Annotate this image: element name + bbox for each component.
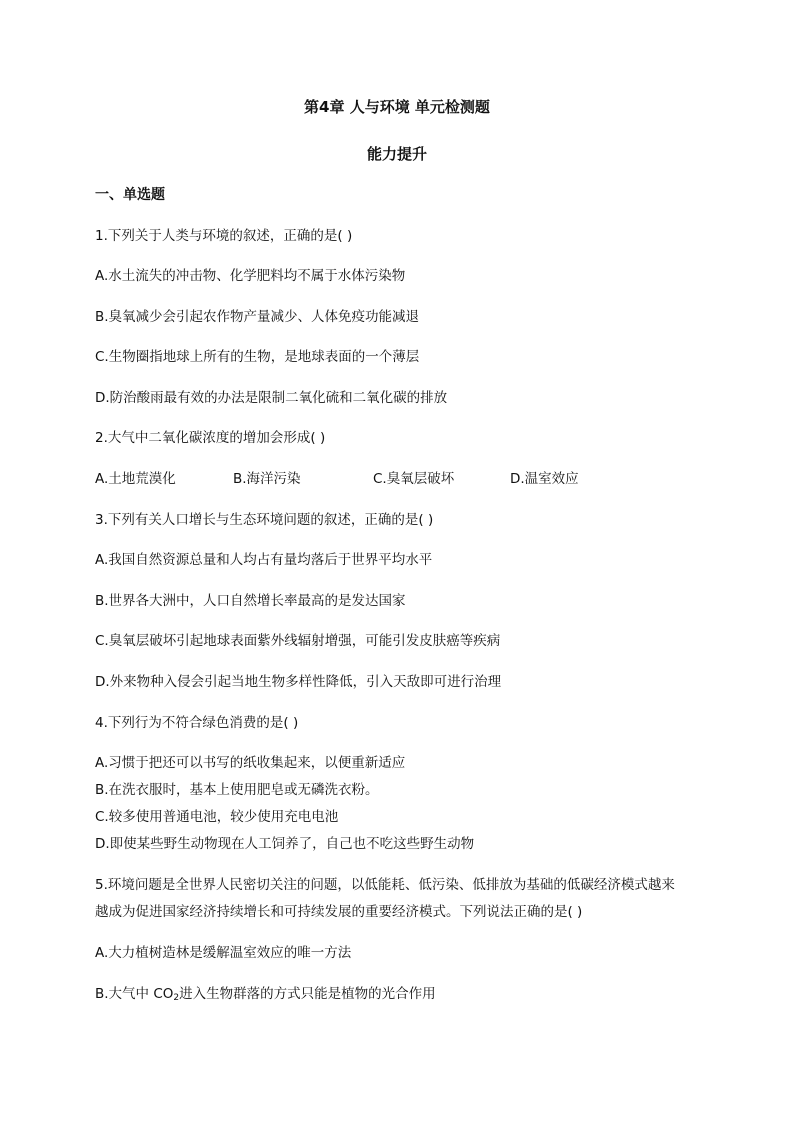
- question-2-option-a: A.土地荒漠化: [95, 471, 176, 487]
- document-title: 第4章 人与环境 单元检测题: [304, 98, 490, 116]
- question-5-option-a: A.大力植树造林是缓解温室效应的唯一方法: [95, 945, 352, 961]
- question-2-option-d: D.温室效应: [510, 471, 579, 487]
- question-1-option-d: D.防治酸雨最有效的办法是限制二氧化硫和二氧化碳的排放: [95, 390, 448, 406]
- question-5-stem-line-1: 5.环境问题是全世界人民密切关注的问题，以低能耗、低污染、低排放为基础的低碳经济模式越来: [95, 877, 675, 893]
- question-5-stem-line-2: 越成为促进国家经济持续增长和可持续发展的重要经济模式。下列说法正确的是( ): [95, 904, 583, 920]
- question-1-option-a: A.水土流失的冲击物、化学肥料均不属于水体污染物: [95, 268, 406, 284]
- question-4-option-d: D.即使某些野生动物现在人工饲养了，自己也不吃这些野生动物: [95, 836, 475, 852]
- question-1-stem: 1.下列关于人类与环境的叙述，正确的是( ): [95, 228, 353, 244]
- question-3-option-a: A.我国自然资源总量和人均占有量均落后于世界平均水平: [95, 552, 433, 568]
- question-2-option-b: B.海洋污染: [233, 471, 301, 487]
- question-3-option-b: B.世界各大洲中，人口自然增长率最高的是发达国家: [95, 593, 406, 609]
- section-heading: 一、单选题: [95, 187, 165, 203]
- question-4-option-c: C.较多使用普通电池，较少使用充电电池: [95, 809, 339, 825]
- co2-subscript: 2: [173, 993, 180, 1003]
- question-2-stem: 2.大气中二氧化碳浓度的增加会形成( ): [95, 430, 326, 446]
- question-1-option-c: C.生物圈指地球上所有的生物，是地球表面的一个薄层: [95, 349, 420, 365]
- question-4-stem: 4.下列行为不符合绿色消费的是( ): [95, 715, 299, 731]
- question-1-option-b: B.臭氧减少会引起农作物产量减少、人体免疫功能减退: [95, 309, 420, 325]
- question-3-option-c: C.臭氧层破坏引起地球表面紫外线辐射增强，可能引发皮肤癌等疾病: [95, 633, 501, 649]
- question-4-option-a: A.习惯于把还可以书写的纸收集起来，以便重新适应: [95, 755, 406, 771]
- question-5-option-b-prefix: B.大气中 CO: [95, 986, 174, 1002]
- question-5-option-b-suffix: 进入生物群落的方式只能是植物的光合作用: [179, 986, 436, 1002]
- question-2-option-c: C.臭氧层破坏: [373, 471, 455, 487]
- question-5-option-b: [95, 985, 436, 1007]
- question-3-stem: 3.下列有关人口增长与生态环境问题的叙述，正确的是( ): [95, 512, 434, 528]
- question-3-option-d: D.外来物种入侵会引起当地生物多样性降低，引入天敌即可进行治理: [95, 674, 502, 690]
- document-subtitle: 能力提升: [366, 145, 427, 163]
- question-4-option-b: B.在洗衣服时，基本上使用肥皂或无磷洗衣粉。: [95, 782, 379, 798]
